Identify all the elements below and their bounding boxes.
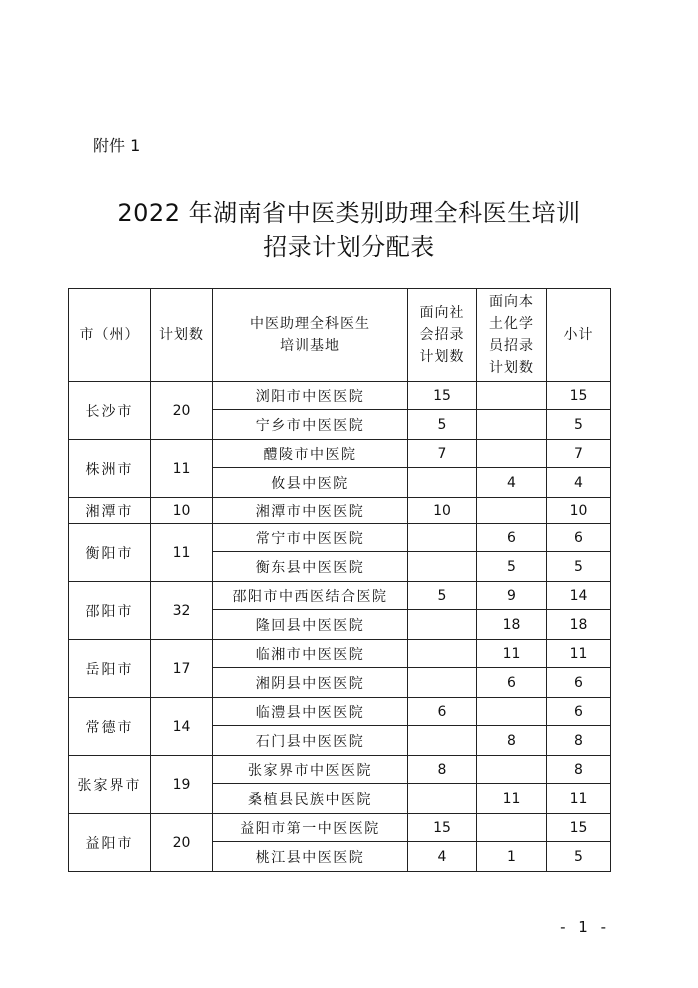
cell-city: 常德市 — [69, 698, 151, 756]
cell-local-count — [477, 698, 547, 726]
cell-local-count — [477, 498, 547, 524]
header-local-recruitment: 面向本 土化学 员招录 计划数 — [477, 289, 547, 382]
table-row — [69, 640, 611, 668]
page-number: - 1 - — [560, 918, 610, 936]
cell-plan-count: 10 — [151, 498, 213, 524]
cell-subtotal: 15 — [547, 814, 611, 842]
cell-training-base: 衡东县中医医院 — [213, 552, 408, 582]
cell-local-count: 11 — [477, 640, 547, 668]
cell-city: 衡阳市 — [69, 524, 151, 582]
cell-training-base: 张家界市中医医院 — [213, 756, 408, 784]
cell-social-count: 7 — [408, 440, 477, 468]
attachment-label: 附件 1 — [93, 136, 141, 155]
cell-city: 张家界市 — [69, 756, 151, 814]
table-row — [69, 756, 611, 784]
cell-city: 长沙市 — [69, 382, 151, 440]
cell-subtotal: 6 — [547, 698, 611, 726]
cell-subtotal: 4 — [547, 468, 611, 498]
cell-plan-count: 14 — [151, 698, 213, 756]
cell-social-count: 15 — [408, 814, 477, 842]
cell-city: 岳阳市 — [69, 640, 151, 698]
cell-social-count: 5 — [408, 582, 477, 610]
cell-plan-count: 11 — [151, 440, 213, 498]
table-row — [69, 498, 611, 524]
cell-training-base: 湘阴县中医医院 — [213, 668, 408, 698]
allocation-table — [68, 288, 611, 872]
cell-training-base: 醴陵市中医院 — [213, 440, 408, 468]
cell-subtotal: 5 — [547, 410, 611, 440]
cell-social-count: 4 — [408, 842, 477, 872]
document-title-line-1: 2022 年湖南省中医类别助理全科医生培训 — [117, 199, 581, 227]
cell-subtotal: 10 — [547, 498, 611, 524]
table-row — [69, 440, 611, 468]
cell-social-count — [408, 468, 477, 498]
cell-plan-count: 17 — [151, 640, 213, 698]
cell-social-count: 15 — [408, 382, 477, 410]
cell-social-count — [408, 784, 477, 814]
cell-training-base: 临澧县中医医院 — [213, 698, 408, 726]
header-base: 中医助理全科医生 培训基地 — [213, 289, 408, 382]
cell-plan-count: 20 — [151, 382, 213, 440]
cell-subtotal: 5 — [547, 552, 611, 582]
table-row — [69, 582, 611, 610]
cell-training-base: 常宁市中医医院 — [213, 524, 408, 552]
cell-local-count: 6 — [477, 668, 547, 698]
cell-city: 株洲市 — [69, 440, 151, 498]
cell-social-count — [408, 610, 477, 640]
document-title-line-2: 招录计划分配表 — [263, 233, 435, 261]
header-city: 市（州） — [69, 289, 151, 382]
cell-subtotal: 8 — [547, 756, 611, 784]
cell-training-base: 攸县中医院 — [213, 468, 408, 498]
cell-city: 邵阳市 — [69, 582, 151, 640]
cell-local-count: 4 — [477, 468, 547, 498]
cell-social-count: 5 — [408, 410, 477, 440]
cell-plan-count: 20 — [151, 814, 213, 872]
cell-training-base: 桃江县中医医院 — [213, 842, 408, 872]
cell-subtotal: 6 — [547, 524, 611, 552]
cell-local-count — [477, 410, 547, 440]
cell-subtotal: 5 — [547, 842, 611, 872]
cell-city: 益阳市 — [69, 814, 151, 872]
header-plan: 计划数 — [151, 289, 213, 382]
table-row — [69, 814, 611, 842]
cell-local-count: 1 — [477, 842, 547, 872]
cell-training-base: 隆回县中医医院 — [213, 610, 408, 640]
cell-social-count — [408, 726, 477, 756]
table-row — [69, 698, 611, 726]
cell-social-count — [408, 640, 477, 668]
header-subtotal: 小计 — [547, 289, 611, 382]
cell-local-count: 6 — [477, 524, 547, 552]
cell-social-count — [408, 668, 477, 698]
cell-training-base: 浏阳市中医医院 — [213, 382, 408, 410]
cell-plan-count: 19 — [151, 756, 213, 814]
cell-training-base: 宁乡市中医医院 — [213, 410, 408, 440]
header-social-recruitment: 面向社 会招录 计划数 — [408, 289, 477, 382]
table-header-row — [69, 289, 611, 382]
cell-subtotal: 6 — [547, 668, 611, 698]
cell-social-count — [408, 524, 477, 552]
cell-local-count: 5 — [477, 552, 547, 582]
cell-social-count: 8 — [408, 756, 477, 784]
cell-subtotal: 18 — [547, 610, 611, 640]
cell-local-count — [477, 440, 547, 468]
cell-local-count: 9 — [477, 582, 547, 610]
cell-subtotal: 8 — [547, 726, 611, 756]
cell-plan-count: 32 — [151, 582, 213, 640]
cell-local-count — [477, 756, 547, 784]
cell-subtotal: 15 — [547, 382, 611, 410]
cell-subtotal: 11 — [547, 640, 611, 668]
cell-subtotal: 7 — [547, 440, 611, 468]
cell-social-count: 10 — [408, 498, 477, 524]
table-row — [69, 524, 611, 552]
cell-training-base: 湘潭市中医医院 — [213, 498, 408, 524]
cell-local-count: 11 — [477, 784, 547, 814]
cell-training-base: 临湘市中医医院 — [213, 640, 408, 668]
cell-training-base: 桑植县民族中医院 — [213, 784, 408, 814]
cell-local-count — [477, 382, 547, 410]
cell-local-count: 8 — [477, 726, 547, 756]
cell-local-count: 18 — [477, 610, 547, 640]
cell-social-count — [408, 552, 477, 582]
cell-subtotal: 14 — [547, 582, 611, 610]
cell-subtotal: 11 — [547, 784, 611, 814]
cell-training-base: 益阳市第一中医医院 — [213, 814, 408, 842]
cell-local-count — [477, 814, 547, 842]
cell-social-count: 6 — [408, 698, 477, 726]
cell-training-base: 石门县中医医院 — [213, 726, 408, 756]
cell-training-base: 邵阳市中西医结合医院 — [213, 582, 408, 610]
table-row — [69, 382, 611, 410]
cell-plan-count: 11 — [151, 524, 213, 582]
cell-city: 湘潭市 — [69, 498, 151, 524]
